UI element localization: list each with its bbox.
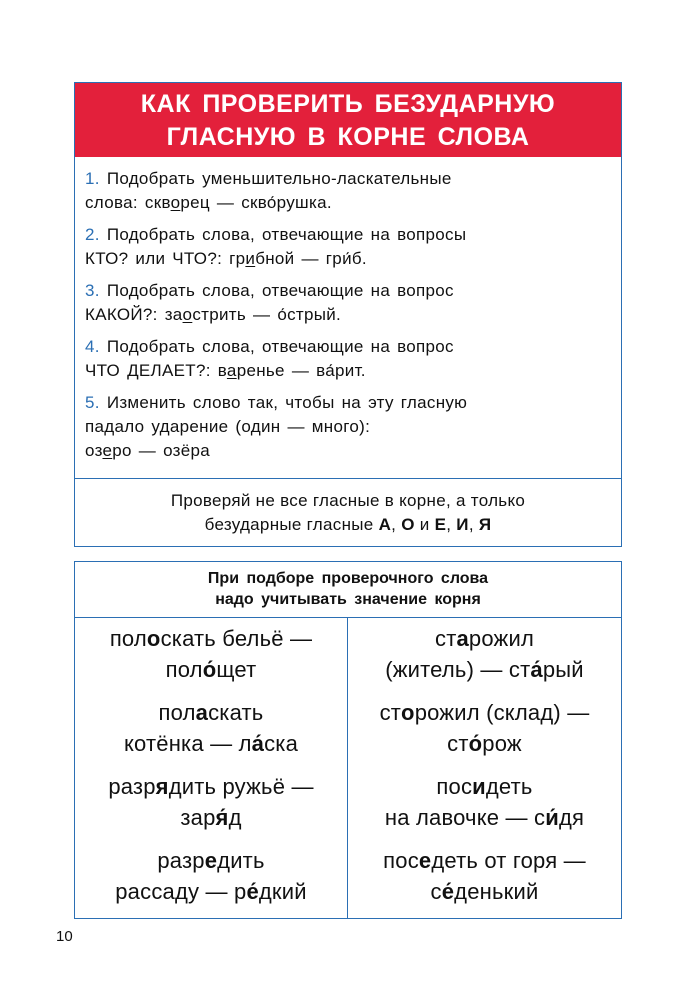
word-pair: посидеть на лавочке — си́дя xyxy=(384,774,585,830)
rules-box xyxy=(74,82,622,547)
page-number: 10 xyxy=(56,928,73,945)
rule-item: 3. Подобрать слова, отвечающие на вопрос КАКОЙ?: заострить — о́стрый. xyxy=(85,281,454,324)
word-pair: полоскать бельё — поло́щет xyxy=(109,626,313,682)
word-pair: разредить рассаду — ре́дкий xyxy=(115,848,307,904)
left-column xyxy=(75,618,348,918)
note: Проверяй не все гласные в корне, а только безударные гласные А, О и Е, И, Я xyxy=(170,491,526,534)
word-pair: разрядить ружьё — заря́д xyxy=(108,774,314,830)
right-column xyxy=(348,618,621,918)
meaning-table xyxy=(74,561,622,919)
rules-list xyxy=(75,157,621,479)
word-pair: поласкать котёнка — ла́ска xyxy=(123,700,299,756)
rule-item: 2. Подобрать слова, отвечающие на вопросы КТО? или ЧТО?: грибной — гри́б. xyxy=(85,225,467,268)
rule-item: 1. Подобрать уменьшительно-ласкательные слова: скворец — скво́рушка. xyxy=(85,169,452,212)
rule-item: 5. Изменить слово так, чтобы на эту гласную падало ударение (один — много): озеро — озёра xyxy=(85,393,468,460)
page-title: КАК ПРОВЕРИТЬ БЕЗУДАРНУЮ ГЛАСНУЮ В КОРНЕ СЛОВА xyxy=(75,83,621,157)
table-heading: При подборе проверочного слова надо учитывать значение корня xyxy=(75,562,621,618)
word-pair: поседеть от горя — се́денький xyxy=(383,848,586,904)
rule-item: 4. Подобрать слова, отвечающие на вопрос ЧТО ДЕЛАЕТ?: варенье — ва́рит. xyxy=(85,337,454,380)
word-pair: сторожил (склад) — сто́рож xyxy=(379,700,590,756)
word-pair: старожил (житель) — ста́рый xyxy=(385,626,584,682)
